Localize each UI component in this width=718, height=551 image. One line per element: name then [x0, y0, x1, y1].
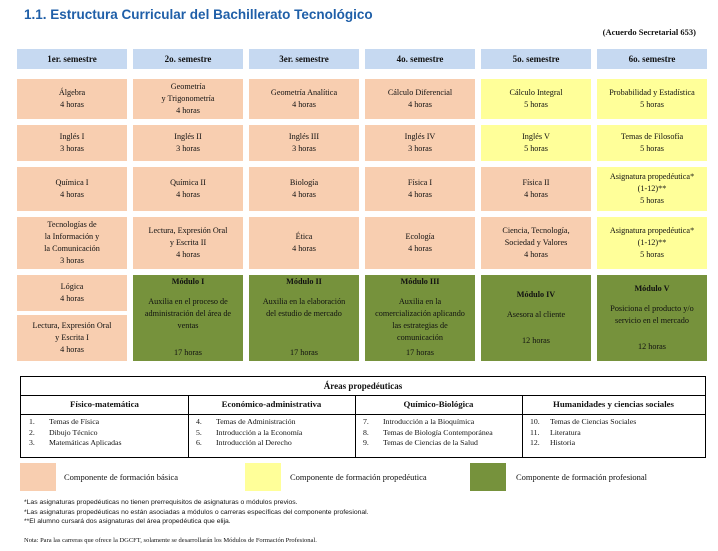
- module-hours: 12 horas: [638, 342, 666, 351]
- basic-subject-cell: [17, 79, 127, 119]
- semester-column: [481, 49, 591, 361]
- page-title: 1.1. Estructura Curricular del Bachillerato Tecnológico: [24, 7, 373, 22]
- semester-header: 2o. semestre: [133, 49, 243, 69]
- area-header: Químico-Biológica: [403, 399, 474, 409]
- subject-line: Biología: [289, 178, 319, 187]
- subject-line: Sociedad y Valores: [504, 238, 568, 247]
- area-items: [188, 414, 355, 449]
- module-description-line: Auxilia en la elaboración: [262, 297, 346, 306]
- area-item-number: 5.: [196, 427, 202, 437]
- area-column: [188, 395, 355, 457]
- area-header: Humanidades y ciencias sociales: [553, 399, 674, 409]
- semester-header: 6o. semestre: [597, 49, 707, 69]
- module-description-line: Posiciona el producto y/o: [610, 304, 694, 313]
- legend-prop-label: Componente de formación propedéutica: [290, 472, 427, 482]
- basic-subject-cell: [365, 217, 475, 269]
- semester-column: [365, 49, 475, 361]
- module-cell: [249, 275, 359, 361]
- module-description: [263, 296, 346, 320]
- basic-subject-cell: [365, 79, 475, 119]
- subject-line: Química II: [170, 178, 206, 187]
- area-item-number: 2.: [29, 427, 35, 437]
- footnote: **El alumno cursará dos asignaturas del área propedéutica que elija.: [24, 518, 231, 525]
- subject-line: 4 horas: [60, 294, 84, 303]
- basic-subject-cell: [133, 217, 243, 269]
- propedeutic-subject-cell: [481, 125, 591, 161]
- module-name: Módulo V: [634, 284, 670, 293]
- area-item: [196, 438, 355, 449]
- module-name: Módulo I: [171, 277, 205, 286]
- basic-subject-cell: [249, 167, 359, 211]
- module-description-line: las estrategias de: [392, 321, 448, 330]
- area-separator: [188, 395, 189, 457]
- legend-prop-swatch: [245, 463, 281, 491]
- subject-line: Ciencia, Tecnología,: [502, 226, 570, 235]
- subject-line: Geometría: [170, 82, 206, 91]
- subject-line: Cálculo Integral: [509, 88, 563, 97]
- subject-line: Ética: [295, 232, 313, 241]
- subject-line: y Trigonometría: [161, 94, 215, 103]
- area-item-number: 1.: [29, 417, 35, 426]
- area-header: Físico-matemática: [70, 399, 139, 409]
- subject-line: y Escrita II: [169, 238, 207, 247]
- area-item-text: Historia: [550, 438, 576, 447]
- area-item-text: Temas de Biología Contemporánea: [383, 427, 493, 437]
- semester-column: [133, 49, 243, 361]
- area-item: [363, 428, 522, 439]
- basic-subject-cell: [17, 217, 127, 269]
- subject-line: 4 horas: [60, 345, 84, 354]
- area-separator: [522, 395, 523, 457]
- subject-line: 3 horas: [60, 256, 84, 265]
- subject-line: Temas de Filosofía: [620, 132, 684, 141]
- area-items: [355, 414, 522, 449]
- legend-basic-swatch: [20, 463, 56, 491]
- area-item-number: 8.: [363, 427, 369, 437]
- agreement-label: (Acuerdo Secretarial 653): [602, 27, 696, 37]
- module-description-line: servicio en el mercado: [615, 316, 689, 325]
- subject-line: 4 horas: [60, 100, 84, 109]
- module-description-line: comercialización aplicando: [375, 309, 465, 318]
- basic-subject-cell: [365, 167, 475, 211]
- module-description: [610, 303, 693, 327]
- area-column: [21, 395, 188, 457]
- area-header: Económico-administrativa: [221, 399, 322, 409]
- area-separator: [355, 395, 356, 457]
- subject-line: (1-12)**: [637, 238, 667, 247]
- area-item: [530, 438, 705, 449]
- subject-line: 3 horas: [60, 144, 84, 153]
- footnote: *Las asignaturas propedéuticas no tienen prerrequisitos de asignaturas o módulos previos.: [24, 499, 298, 506]
- module-hours: 12 horas: [522, 336, 550, 345]
- subject-line: Inglés V: [522, 132, 550, 141]
- module-description: [375, 296, 465, 344]
- area-item-text: Temas de Ciencias Sociales: [550, 417, 637, 426]
- semester-header: 3er. semestre: [249, 49, 359, 69]
- legend-basic-label: Componente de formación básica: [64, 472, 179, 482]
- legend-prof-label: Componente de formación profesional: [516, 472, 648, 482]
- semester-header: 5o. semestre: [481, 49, 591, 69]
- module-name: Módulo III: [400, 277, 440, 286]
- subject-line: 4 horas: [524, 250, 548, 259]
- propedeutic-areas-table: [20, 376, 706, 458]
- basic-subject-cell: [481, 217, 591, 269]
- propedeutic-subject-cell: [597, 125, 707, 161]
- subject-line: 3 horas: [408, 144, 432, 153]
- subject-line: Cálculo Diferencial: [387, 88, 453, 97]
- subject-line: Probabilidad y Estadística: [609, 88, 695, 97]
- module-description-line: Auxilia en la: [398, 297, 442, 306]
- area-item-text: Temas de Ciencias de la Salud: [383, 438, 478, 447]
- subject-line: (1-12)**: [637, 184, 667, 193]
- module-description: [507, 309, 565, 321]
- module-description-line: del estudio de mercado: [266, 309, 342, 318]
- area-item-text: Matemáticas Aplicadas: [49, 438, 122, 447]
- area-item-text: Temas de Física: [49, 417, 100, 426]
- subject-line: 5 horas: [640, 144, 664, 153]
- area-item: [196, 428, 355, 439]
- area-item-number: 4.: [196, 417, 202, 426]
- subject-line: Inglés II: [174, 132, 202, 141]
- subject-line: 4 horas: [176, 106, 200, 115]
- subject-line: 4 horas: [408, 190, 432, 199]
- semester-column: [597, 49, 707, 361]
- subject-line: 4 horas: [176, 250, 200, 259]
- propedeutic-subject-cell: [597, 167, 707, 211]
- basic-subject-cell: [249, 79, 359, 119]
- area-item-number: 6.: [196, 438, 202, 447]
- module-name: Módulo II: [286, 277, 322, 286]
- subject-line: Inglés IV: [404, 132, 436, 141]
- subject-line: Asignatura propedéutica*: [609, 226, 695, 235]
- footnote: *Las asignaturas propedéuticas no están asociadas a módulos o carreras específicas del componente profesional.: [24, 508, 369, 516]
- area-item-text: Literatura: [550, 427, 581, 437]
- subject-line: 4 horas: [408, 100, 432, 109]
- legend-prof-swatch: [470, 463, 506, 491]
- subject-line: 5 horas: [524, 100, 548, 109]
- area-item-number: 7.: [363, 417, 369, 426]
- module-description-line: Asesora al cliente: [506, 310, 566, 319]
- areas-title: Áreas propedéuticas: [323, 381, 403, 391]
- subject-line: Ecología: [405, 232, 435, 241]
- area-item-text: Dibujo Técnico: [49, 427, 98, 437]
- area-item: [363, 417, 522, 428]
- subject-line: 5 horas: [524, 144, 548, 153]
- subject-line: la Comunicación: [44, 244, 100, 253]
- propedeutic-subject-cell: [597, 79, 707, 119]
- basic-subject-cell: [249, 217, 359, 269]
- semester-column: [249, 49, 359, 361]
- area-item: [196, 417, 355, 428]
- area-column: [522, 395, 705, 457]
- area-item: [530, 428, 705, 439]
- area-column: [355, 395, 522, 457]
- subject-line: 4 horas: [292, 244, 316, 253]
- module-description-line: Auxilia en el proceso de: [148, 297, 228, 306]
- subject-line: Lectura, Expresión Oral: [32, 321, 112, 330]
- module-cell: [597, 275, 707, 361]
- area-item-number: 11.: [530, 427, 540, 437]
- subject-line: 3 horas: [292, 144, 316, 153]
- area-items: [522, 414, 705, 449]
- basic-subject-cell: [133, 79, 243, 119]
- area-item: [530, 417, 705, 428]
- basic-subject-cell: [17, 167, 127, 211]
- subject-line: 5 horas: [640, 100, 664, 109]
- basic-subject-cell: [17, 315, 127, 361]
- subject-line: 4 horas: [292, 190, 316, 199]
- subject-line: 4 horas: [292, 100, 316, 109]
- area-item-text: Temas de Administración: [216, 417, 296, 426]
- subject-line: 3 horas: [176, 144, 200, 153]
- basic-subject-cell: [133, 167, 243, 211]
- subject-line: Física II: [522, 178, 550, 187]
- area-item-number: 10.: [530, 417, 540, 426]
- subject-line: Inglés III: [288, 132, 320, 141]
- area-items: [21, 414, 188, 449]
- subject-line: 4 horas: [60, 190, 84, 199]
- subject-line: y Escrita I: [55, 333, 89, 342]
- area-item-text: Introducción a la Bioquímica: [383, 417, 475, 426]
- basic-subject-cell: [133, 125, 243, 161]
- subject-line: Álgebra: [58, 88, 86, 97]
- subject-line: Inglés I: [59, 132, 85, 141]
- module-cell: [481, 275, 591, 361]
- subject-line: 4 horas: [408, 244, 432, 253]
- subject-line: 4 horas: [176, 190, 200, 199]
- semester-header: 1er. semestre: [17, 49, 127, 69]
- module-hours: 17 horas: [406, 348, 434, 357]
- area-item-number: 3.: [29, 438, 35, 447]
- subject-line: 4 horas: [524, 190, 548, 199]
- subject-line: Química I: [55, 178, 89, 187]
- semester-column: [17, 49, 127, 361]
- subject-line: Lectura, Expresión Oral: [148, 226, 228, 235]
- semester-header: 4o. semestre: [365, 49, 475, 69]
- area-item-number: 12.: [530, 438, 540, 447]
- area-item-text: Introducción a la Economía: [216, 427, 303, 437]
- module-description-line: administración del área de: [144, 309, 232, 318]
- subject-line: 5 horas: [640, 196, 664, 205]
- subject-line: Tecnologías de: [47, 220, 97, 229]
- basic-subject-cell: [365, 125, 475, 161]
- subject-line: Lógica: [60, 282, 84, 291]
- propedeutic-subject-cell: [481, 79, 591, 119]
- module-cell: [133, 275, 243, 361]
- area-item-number: 9.: [363, 438, 369, 447]
- basic-subject-cell: [249, 125, 359, 161]
- subject-line: Física I: [407, 178, 433, 187]
- area-item: [29, 438, 188, 449]
- area-item-text: Introducción al Derecho: [216, 438, 292, 447]
- module-hours: 17 horas: [290, 348, 318, 357]
- nota: Nota: Para las carreras que ofrece la DGCFT, solamente se desarrollarán los Módulos de Formación Profesional.: [24, 537, 317, 544]
- subject-line: 5 horas: [640, 250, 664, 259]
- module-name: Módulo IV: [516, 290, 556, 299]
- basic-subject-cell: [17, 275, 127, 311]
- area-item: [29, 428, 188, 439]
- module-description: [145, 296, 231, 332]
- subject-line: la Información y: [44, 232, 100, 241]
- module-description-line: comunicación: [397, 333, 443, 342]
- subject-line: Geometría Analítica: [270, 88, 338, 97]
- curriculum-grid: [17, 49, 707, 361]
- area-item: [29, 417, 188, 428]
- area-item: [363, 438, 522, 449]
- propedeutic-subject-cell: [597, 217, 707, 269]
- footnotes: [24, 498, 369, 527]
- basic-subject-cell: [17, 125, 127, 161]
- subject-line: Asignatura propedéutica*: [609, 172, 695, 181]
- module-hours: 17 horas: [174, 348, 202, 357]
- module-cell: [365, 275, 475, 361]
- basic-subject-cell: [481, 167, 591, 211]
- module-description-line: ventas: [177, 321, 199, 330]
